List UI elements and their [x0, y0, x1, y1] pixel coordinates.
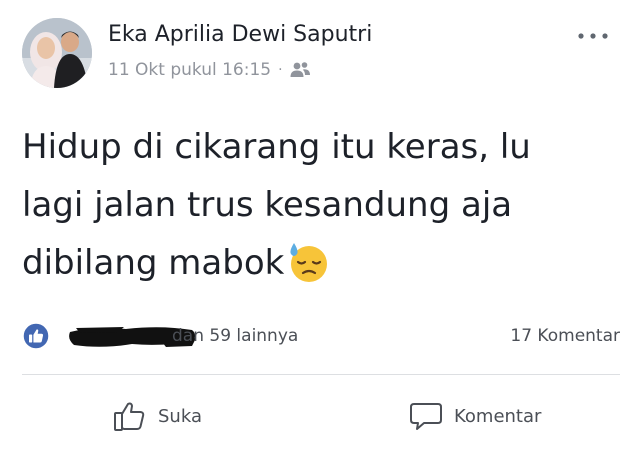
comment-button[interactable] — [408, 396, 541, 436]
reaction-summary — [22, 318, 620, 354]
author-avatar[interactable] — [22, 18, 92, 88]
friends-icon[interactable] — [289, 61, 311, 79]
like-button[interactable] — [112, 396, 202, 436]
comment-icon — [408, 398, 444, 434]
post-timestamp[interactable]: 11 Okt pukul 16:15 — [108, 60, 272, 80]
comment-label: Komentar — [454, 405, 542, 427]
action-divider — [22, 374, 620, 375]
like-badge-icon[interactable] — [22, 322, 50, 350]
more-options-button[interactable] — [573, 26, 613, 46]
downcast-face-with-sweat-icon — [286, 240, 330, 284]
avatar-photo — [22, 18, 92, 88]
reactions-others-count[interactable]: dan 59 lainnya — [172, 326, 299, 346]
post-text: Hidup di cikarang itu keras, lu lagi jalan trus kesandung aja dibilang mabok — [22, 127, 531, 283]
comment-count[interactable]: 17 Komentar — [510, 326, 620, 346]
thumbs-up-icon — [112, 398, 148, 434]
post-content — [22, 118, 582, 292]
author-name[interactable]: Eka Aprilia Dewi Saputri — [108, 22, 373, 47]
post-meta — [108, 60, 311, 80]
meta-separator: · — [278, 62, 283, 78]
more-icon — [576, 32, 610, 40]
like-label: Suka — [158, 405, 202, 427]
